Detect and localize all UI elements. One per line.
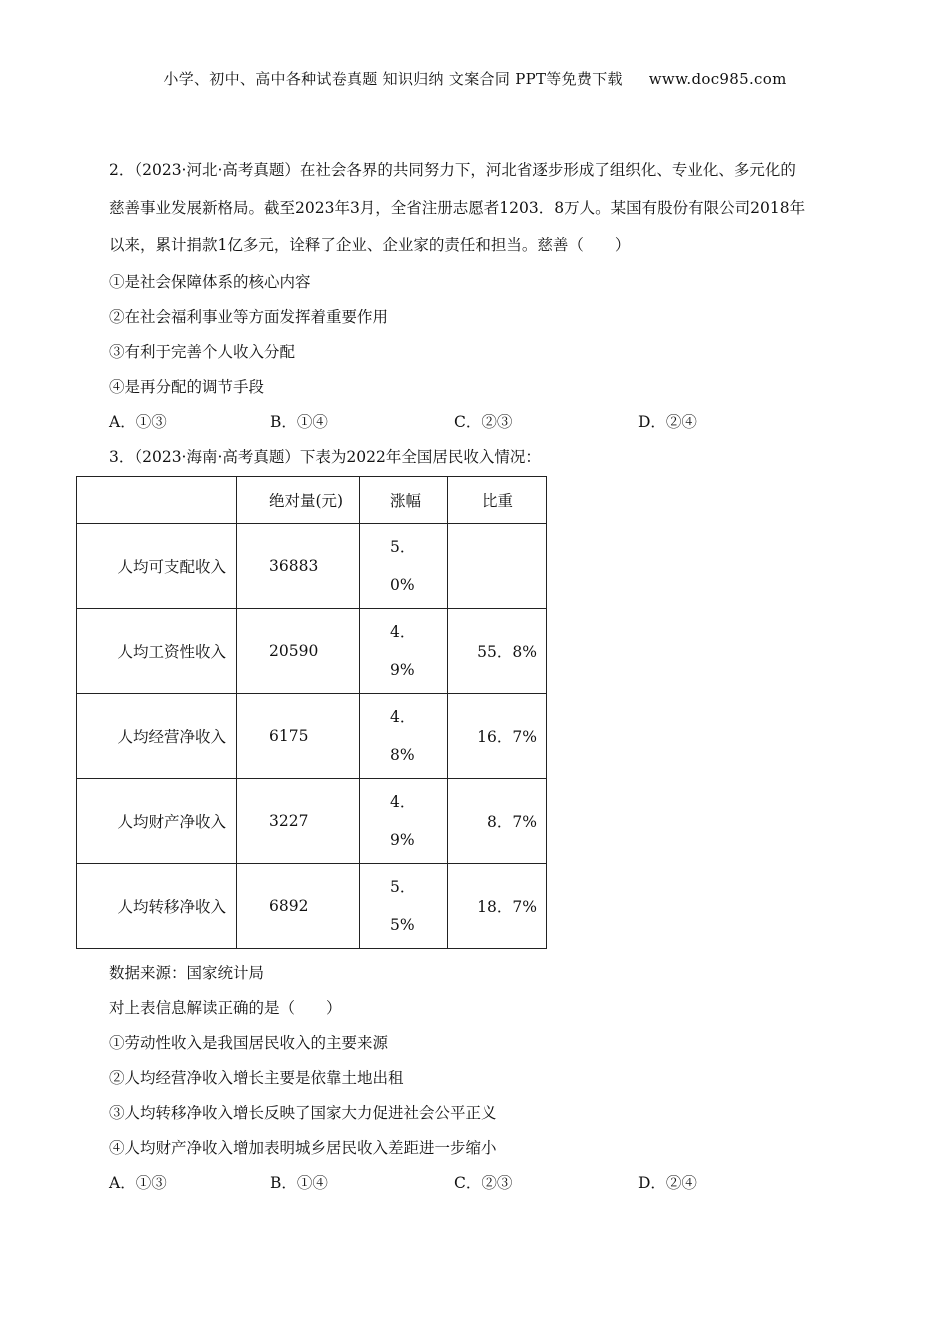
q3-intro: 3．（2023·海南·高考真题）下表为2022年全国居民收入情况： — [109, 448, 541, 466]
q3-option-b[interactable]: B．①④ — [270, 1174, 328, 1192]
table-row — [77, 864, 547, 949]
row-share: 8．7% — [448, 779, 547, 864]
q3-statement-1: ①劳动性收入是我国居民收入的主要来源 — [109, 1034, 389, 1052]
q2-option-b[interactable]: B．①④ — [270, 413, 328, 431]
q3-statement-4: ④人均财产净收入增加表明城乡居民收入差距进一步缩小 — [109, 1139, 497, 1157]
row-name: 人均财产净收入 — [77, 779, 237, 864]
q2-statement-2: ②在社会福利事业等方面发挥着重要作用 — [109, 308, 389, 326]
row-growth-part: 5． — [390, 878, 416, 896]
q2-line-1: 2．（2023·河北·高考真题）在社会各界的共同努力下，河北省逐步形成了组织化、专业化、多元化的 — [109, 161, 796, 179]
table-header-cell: 涨幅 — [360, 477, 448, 524]
table-row — [77, 779, 547, 864]
row-growth — [360, 609, 448, 694]
q2-line-3: 以来，累计捐款1亿多元，诠释了企业、企业家的责任和担当。慈善（ ） — [109, 236, 631, 254]
table-header-cell — [77, 477, 237, 524]
row-growth-part: 4． — [390, 793, 416, 811]
table-source: 数据来源：国家统计局 — [109, 964, 265, 982]
row-amount: 20590 — [237, 609, 360, 694]
row-name: 人均工资性收入 — [77, 609, 237, 694]
income-table — [76, 476, 547, 949]
table-header-cell: 绝对量(元) — [237, 477, 360, 524]
q2-option-c[interactable]: C．②③ — [454, 413, 513, 431]
q3-statement-2: ②人均经营净收入增长主要是依靠土地出租 — [109, 1069, 404, 1087]
table-row — [77, 694, 547, 779]
row-growth-part: 9% — [390, 661, 415, 679]
row-name: 人均转移净收入 — [77, 864, 237, 949]
table-header-row — [77, 477, 547, 524]
row-amount: 36883 — [237, 524, 360, 609]
q3-statement-3: ③人均转移净收入增长反映了国家大力促进社会公平正义 — [109, 1104, 497, 1122]
row-growth-part: 5% — [390, 916, 415, 934]
row-growth-part: 4． — [390, 623, 416, 641]
q3-option-d[interactable]: D．②④ — [638, 1174, 697, 1192]
q2-statement-1: ①是社会保障体系的核心内容 — [109, 273, 311, 291]
row-growth-part: 9% — [390, 831, 415, 849]
q3-question: 对上表信息解读正确的是（ ） — [109, 999, 342, 1017]
row-growth-part: 4． — [390, 708, 416, 726]
row-growth — [360, 524, 448, 609]
q2-statement-3: ③有利于完善个人收入分配 — [109, 343, 296, 361]
table-row — [77, 524, 547, 609]
row-name: 人均可支配收入 — [77, 524, 237, 609]
row-amount: 6892 — [237, 864, 360, 949]
row-amount: 6175 — [237, 694, 360, 779]
q2-line-2: 慈善事业发展新格局。截至2023年3月，全省注册志愿者1203．8万人。某国有股份有限公司2018年 — [109, 199, 806, 217]
q3-option-c[interactable]: C．②③ — [454, 1174, 513, 1192]
q2-option-d[interactable]: D．②④ — [638, 413, 697, 431]
row-growth — [360, 694, 448, 779]
row-growth — [360, 779, 448, 864]
row-growth-part: 5． — [390, 538, 416, 556]
page-header — [0, 68, 950, 89]
row-growth-part: 8% — [390, 746, 415, 764]
header-site: www.doc985.com — [648, 70, 787, 88]
row-share: 18．7% — [448, 864, 547, 949]
row-share: 55．8% — [448, 609, 547, 694]
table-row — [77, 609, 547, 694]
row-amount: 3227 — [237, 779, 360, 864]
q2-option-a[interactable]: A．①③ — [109, 413, 167, 431]
q3-options — [109, 1171, 809, 1193]
row-name: 人均经营净收入 — [77, 694, 237, 779]
header-text: 小学、初中、高中各种试卷真题 知识归纳 文案合同 PPT等免费下载 — [163, 70, 623, 88]
row-growth-part: 0% — [390, 576, 415, 594]
table-header-cell: 比重 — [448, 477, 547, 524]
q2-statement-4: ④是再分配的调节手段 — [109, 378, 265, 396]
q3-option-a[interactable]: A．①③ — [109, 1174, 167, 1192]
q2-options — [109, 410, 809, 432]
row-share: 16．7% — [448, 694, 547, 779]
row-share — [448, 524, 547, 609]
row-growth — [360, 864, 448, 949]
